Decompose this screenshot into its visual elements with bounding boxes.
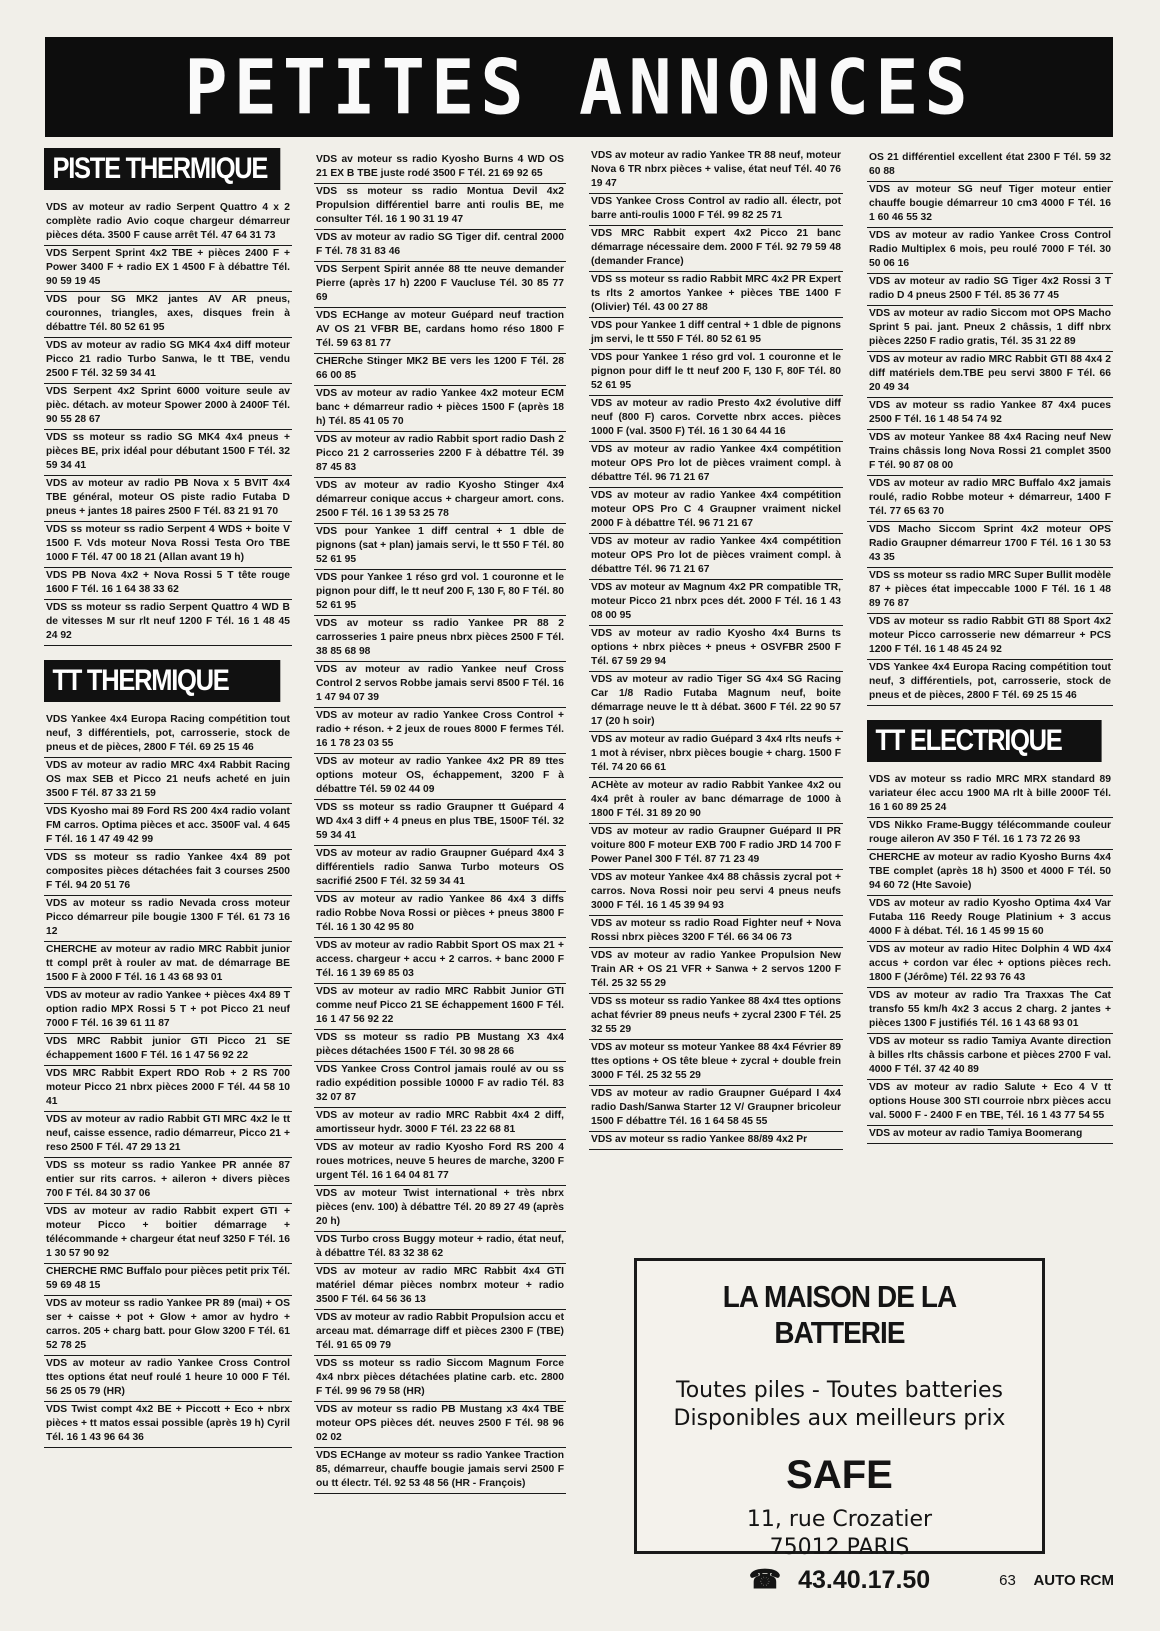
classified-ad: VDS av moteur av radio Yankee 4x2 moteur ECM banc + démarreur radio + pièces 1500 F (après 18 h) Tél. 85 41 05 70: [314, 386, 566, 432]
classified-ad: VDS ss moteur ss radio Yankee 4x4 89 pot composites pièces détachées fait 3 courses 2500 F Tél. 94 20 51 76: [44, 850, 292, 896]
column-2: [314, 152, 566, 1494]
classified-ad: VDS av moteur av radio MRC Rabbit 4x4 GTI matériel démar pièces nombrx moteur + radio 3500 F Tél. 64 56 36 13: [314, 1264, 566, 1310]
classified-ad: VDS pour Yankee 1 diff central + 1 dble de pignons jm servi, le tt 550 F Tél. 80 52 61 95: [589, 318, 843, 350]
classified-ad: VDS ECHange av moteur Guépard neuf traction AV OS 21 VFBR BE, cardans homo réso 1800 F Tél. 59 63 81 77: [314, 308, 566, 354]
classified-ad: VDS av moteur av radio Rabbit expert GTI + moteur Picco + boitier démarrage + télécommande + chargeur état neuf 3250 F Tél. 16 1 30 57 90 92: [44, 1204, 292, 1264]
classified-ad: VDS ss moteur ss radio Yankee 88 4x4 ttes options achat février 89 pneus neufs + zycral 2300 F Tél. 25 32 55 29: [589, 994, 843, 1040]
classified-ad: VDS pour Yankee 1 diff central + 1 dble de pignons (sat + plan) jamais servi, le tt 550 F Tél. 80 52 61 95: [314, 524, 566, 570]
classified-ad: VDS Nikko Frame-Buggy télécommande couleur rouge aileron AV 350 F Tél. 16 1 73 72 26 93: [867, 818, 1113, 850]
classified-ad: VDS av moteur ss radio Road Fighter neuf + Nova Rossi nbrx pièces 3200 F Tél. 66 34 06 73: [589, 916, 843, 948]
classified-ad: VDS av moteur av radio Graupner Guépard I 4x4 radio Dash/Sanwa Starter 12 V/ Graupner bricoleur 1500 F débattre Tél. 16 1 64 58 45 55: [589, 1086, 843, 1132]
classified-ad: VDS ss moteur ss radio Siccom Magnum Force 4x4 nbrx pièces détachées platine carb. etc. 2800 F Tél. 99 96 79 58 (HR): [314, 1356, 566, 1402]
classified-ad: VDS av moteur av radio Yankee + pièces 4x4 89 T option radio MPX Rossi 5 T + pot Picco 21 neuf 7000 F Tél. 16 39 61 11 87: [44, 988, 292, 1034]
classified-ad: VDS av moteur av radio Tamiya Boomerang: [867, 1126, 1113, 1144]
classified-ad: VDS av moteur av radio Salute + Eco 4 V tt options House 300 STI courroie nbrx pièces accu val. 5000 F - 2400 F en TBE, Tél. 16 1 43 77 54 55: [867, 1080, 1113, 1126]
page-number: 63: [999, 1572, 1016, 1589]
classified-ad: VDS Yankee Cross Control jamais roulé av ou ss radio expédition possible 10000 F av radio Tél. 83 32 07 87: [314, 1062, 566, 1108]
classified-ad: VDS av moteur av radio MRC Rabbit GTI 88 4x4 2 diff matériels dem.TBE peu servi 3800 F Tél. 66 20 49 34: [867, 352, 1113, 398]
classified-ad: VDS av moteur av radio MRC Rabbit 4x4 2 diff, amortisseur hydr. 3000 F Tél. 23 22 68 81: [314, 1108, 566, 1140]
classified-ad: VDS av moteur av radio Tiger SG 4x4 SG Racing Car 1/8 Radio Futaba Magnum neuf, boite démarrage neuve le tt à débat. 3600 F Tél. 22 90 57 17 (20 h soir): [589, 672, 843, 732]
classified-ad: VDS av moteur ss radio MRC MRX standard 89 variateur élec accu 1900 MA rlt à bille 2000F Tél. 16 1 60 89 25 24: [867, 772, 1113, 818]
classified-ad: VDS av moteur av radio Hitec Dolphin 4 WD 4x4 accus + cordon var élec + options pièces rech. 1800 F (Jérôme) Tél. 22 93 76 43: [867, 942, 1113, 988]
section-heading: TT THERMIQUE: [44, 660, 280, 702]
classified-ad: VDS av moteur av radio Kyosho Optima 4x4 Var Futaba 116 Reedy Rouge Platinium + 3 accus 4000 F à débat. Tél. 16 1 45 99 15 60: [867, 896, 1113, 942]
page-footer: [999, 1572, 1114, 1589]
classified-ad: VDS av moteur av radio Yankee 4x4 compétition moteur OPS Pro C 4 Graupner vraiment nickel 2000 F à débattre Tél. 96 71 21 67: [589, 488, 843, 534]
classified-ad: OS 21 différentiel excellent état 2300 F Tél. 59 32 60 88: [867, 150, 1113, 182]
classified-ad: VDS Yankee Cross Control av radio all. électr, pot barre anti-roulis 1000 F Tél. 99 82 25 71: [589, 194, 843, 226]
classified-ad: VDS MRC Rabbit junior GTI Picco 21 SE échappement 1600 F Tél. 16 1 47 56 92 22: [44, 1034, 292, 1066]
classified-ad: VDS av moteur av radio MRC 4x4 Rabbit Racing OS max SEB et Picco 21 neufs acheté en juin 3500 F Tél. 87 33 21 59: [44, 758, 292, 804]
classified-ad: VDS ss moteur ss radio SG MK4 4x4 pneus + pièces BE, prix idéal pour débutant 1500 F Tél. 32 59 34 41: [44, 430, 292, 476]
classified-ad: VDS av moteur ss radio Nevada cross moteur Picco démarreur pile bougie 1300 F Tél. 61 73 16 12: [44, 896, 292, 942]
classified-ad: VDS av moteur av radio Kyosho Stinger 4x4 démarreur conique accus + chargeur amort. cons. 2500 F Tél. 16 1 39 53 25 78: [314, 478, 566, 524]
classified-ad: VDS av moteur ss radio Tamiya Avante direction à billes rlts châssis carbone et pièces 2700 F val. 4000 F Tél. 37 42 40 89: [867, 1034, 1113, 1080]
classified-ad: CHERCHE RMC Buffalo pour pièces petit prix Tél. 59 69 48 15: [44, 1264, 292, 1296]
classified-ad: VDS av moteur av radio Rabbit sport radio Dash 2 Picco 21 2 carrosseries 2200 F à débattre Tél. 39 87 45 83: [314, 432, 566, 478]
advert-street: 11, rue Crozatier: [746, 1507, 933, 1532]
column-3: [589, 148, 843, 1150]
classified-ad: CHERCHE av moteur av radio Kyosho Burns 4x4 TBE complet (après 18 h) 3500 et 4000 F Tél. 50 94 60 72 (Hte Savoie): [867, 850, 1113, 896]
classified-ad: VDS av moteur av radio Yankee 4x2 PR 89 ttes options moteur OS, échappement, 3200 F à débattre Tél. 59 02 44 09: [314, 754, 566, 800]
classified-ad: VDS av moteur av radio Kyosho Ford RS 200 4 roues motrices, neuve 5 heures de marche, 3200 F urgent Tél. 16 1 64 04 81 77: [314, 1140, 566, 1186]
classified-ad: VDS ECHange av moteur ss radio Yankee Traction 85, démarreur, chauffe bougie jamais servi 2500 F ou tt électr. Tél. 92 53 48 56 (HR - François): [314, 1448, 566, 1494]
classified-ad: VDS av moteur av radio Yankee Propulsion New Train AR + OS 21 VFR + Sanwa + 2 servos 1200 F Tél. 25 32 55 29: [589, 948, 843, 994]
classified-ad: VDS av moteur av radio Graupner Guépard 4x4 3 différentiels radio Sanwa Turbo moteurs OS sacrifié 2500 F Tél. 32 59 34 41: [314, 846, 566, 892]
classified-ad: VDS ss moteur ss radio Graupner tt Guépard 4 WD 4x4 3 diff + 4 pneus en plus TBE, 1500F Tél. 32 59 34 41: [314, 800, 566, 846]
classified-ad: VDS Turbo cross Buggy moteur + radio, état neuf, à débattre Tél. 83 32 38 62: [314, 1232, 566, 1264]
classified-ad: VDS av moteur av radio Graupner Guépard II PR voiture 800 F moteur EXB 700 F radio JRD 14 700 F Power Panel 300 F Tél. 87 71 23 49: [589, 824, 843, 870]
classified-ad: CHERCHE av moteur av radio MRC Rabbit junior tt compl prêt à rouler av mat. de démarrage BE 1500 F à 2000 F Tél. 16 1 43 68 93 01: [44, 942, 292, 988]
classified-ad: VDS ss moteur ss radio Serpent Quattro 4 WD B de vitesses M sur rlt neuf 1200 F Tél. 16 1 48 45 24 92: [44, 600, 292, 646]
classified-ad: VDS av moteur ss radio Kyosho Burns 4 WD OS 21 EX B TBE juste rodé 3500 F Tél. 21 69 92 65: [314, 152, 566, 184]
advert-tagline-2: Disponibles aux meilleurs prix: [673, 1406, 1006, 1431]
classified-ad: VDS av moteur av radio Yankee Cross Control Radio Multiplex 6 mois, peu roulé 7000 F Tél. 30 50 06 16: [867, 228, 1113, 274]
classified-ad: VDS av moteur av radio SG Tiger dif. central 2000 F Tél. 78 31 83 46: [314, 230, 566, 262]
classified-ad: VDS pour SG MK2 jantes AV AR pneus, couronnes, triangles, axes, disques frein à débattre Tél. 80 52 61 95: [44, 292, 292, 338]
classified-ad: VDS ss moteur ss radio PB Mustang X3 4x4 pièces détachées 1500 F Tél. 30 98 28 66: [314, 1030, 566, 1062]
classified-ad: VDS av moteur ss radio Yankee 88/89 4x2 Pr: [589, 1132, 843, 1150]
classified-ad: VDS ss moteur ss radio Montua Devil 4x2 Propulsion différentiel barre anti roulis BE, me consulter Tél. 16 1 90 31 19 47: [314, 184, 566, 230]
classified-ad: VDS av moteur av radio PB Nova x 5 BVIT 4x4 TBE général, moteur OS piste radio Futaba D pneus + jantes 18 paires 2500 F Tél. 83 21 91 70: [44, 476, 292, 522]
section-heading: PISTE THERMIQUE: [44, 148, 280, 190]
telephone-icon: ☎: [748, 1564, 782, 1594]
classified-ad: VDS Serpent Spirit année 88 tte neuve demander Pierre (après 17 h) 2200 F Vaucluse Tél. 30 85 77 69: [314, 262, 566, 308]
classified-ad: VDS av moteur av radio Rabbit Sport OS max 21 + access. chargeur + accu + 2 carros. + banc 2000 F Tél. 16 1 39 69 85 03: [314, 938, 566, 984]
classified-ad: VDS av moteur av radio Rabbit GTI MRC 4x2 le tt neuf, caisse essence, radio démarreur, Picco 21 + reso 2500 F Tél. 47 29 13 21: [44, 1112, 292, 1158]
advert-title: LA MAISON DE LA BATTERIE: [722, 1279, 957, 1350]
classified-ad: VDS Twist compt 4x2 BE + Piccott + Eco + nbrx pièces + tt matos essai possible (après 19 h) Cyril Tél. 16 1 43 96 64 36: [44, 1402, 292, 1448]
classified-ad: VDS av moteur ss radio Yankee PR 89 (mai) + OS ser + caisse + pot + Glow + amor av hydro + carros. 205 + charg batt. pour Glow 3200 F Tél. 61 52 78 25: [44, 1296, 292, 1356]
classified-ad: VDS ss moteur ss radio MRC Super Bullit modèle 87 + pièces état impeccable 1000 F Tél. 16 1 48 89 76 87: [867, 568, 1113, 614]
classified-ad: VDS PB Nova 4x2 + Nova Rossi 5 T tête rouge 1600 F Tél. 16 1 64 38 33 62: [44, 568, 292, 600]
classified-ad: VDS av moteur av radio Yankee 4x4 compétition moteur OPS Pro lot de pièces vraiment compl. à débattre Tél. 96 71 21 67: [589, 534, 843, 580]
classified-ad: VDS av moteur ss moteur Yankee 88 4x4 Février 89 ttes options + OS tête bleue + zycral + double frein 3000 F Tél. 25 32 55 29: [589, 1040, 843, 1086]
advert-phone-number: 43.40.17.50: [798, 1566, 931, 1594]
classified-ad: VDS av moteur ss radio Yankee PR 88 2 carrosseries 1 paire pneus nbrx pièces 2500 F Tél. 38 85 68 98: [314, 616, 566, 662]
classified-ad: VDS Yankee 4x4 Europa Racing compétition tout neuf, 3 différentiels, pot, carrosserie, stock de pneus et de pièces, 2800 F Tél. 69 25 15 46: [867, 660, 1113, 706]
classified-ad: VDS av moteur av radio Yankee Cross Control ttes options état neuf roulé 1 heure 10 000 F Tél. 56 25 05 79 (HR): [44, 1356, 292, 1402]
classified-ad: VDS Yankee 4x4 Europa Racing compétition tout neuf, 3 différentiels, pot, carrosserie, stock de pneus et de pièces, 2800 F Tél. 69 25 15 46: [44, 712, 292, 758]
classified-ad: VDS av moteur ss radio PB Mustang x3 4x4 TBE moteur OPS pièces dét. neuves 2500 F Tél. 98 96 02 02: [314, 1402, 566, 1448]
classified-ad: VDS av moteur Yankee 88 4x4 Racing neuf New Trains châssis long Nova Rossi 21 complet 3500 F Tél. 90 87 08 00: [867, 430, 1113, 476]
classified-ad: VDS av moteur av radio Yankee TR 88 neuf, moteur Nova 6 TR nbrx pièces + valise, état neuf Tél. 40 76 19 47: [589, 148, 843, 194]
classified-ad: VDS pour Yankee 1 réso grd vol. 1 couronne et le pignon pour diff le tt neuf 200 F, 130 F, 80F Tél. 80 52 61 95: [589, 350, 843, 396]
classified-ad: VDS av moteur av radio Yankee 4x4 compétition moteur OPS Pro lot de pièces vraiment compl. à débattre Tél. 96 71 21 67: [589, 442, 843, 488]
classified-ad: VDS ss moteur ss radio Yankee PR année 87 entier sur rits carros. + aileron + divers pièces 700 F Tél. 84 30 37 06: [44, 1158, 292, 1204]
classified-ad: VDS av moteur SG neuf Tiger moteur entier chauffe bougie démarreur 10 cm3 4000 F Tél. 16 1 60 46 55 32: [867, 182, 1113, 228]
classified-ad: VDS av moteur Yankee 4x4 88 châssis zycral pot + carros. Nova Rossi noir peu servi 4 pneus neufs 3000 F Tél. 16 1 45 39 94 93: [589, 870, 843, 916]
classified-ad: VDS av moteur av radio Yankee neuf Cross Control 2 servos Robbe jamais servi 8500 F Tél. 16 1 47 94 07 39: [314, 662, 566, 708]
advert-tagline-1: Toutes piles - Toutes batteries: [676, 1378, 1003, 1403]
classified-ad: VDS av moteur av radio Tra Traxxas The Cat transfo 55 km/h 4x2 3 accus 2 charg. 2 jantes + pièces 1300 F justifiés Tél. 16 1 43 68 93 01: [867, 988, 1113, 1034]
classified-ad: VDS av moteur av radio MRC Buffalo 4x2 jamais roulé, radio Robbe moteur + démarreur, 1400 F Tél. 77 65 63 70: [867, 476, 1113, 522]
column-1: [44, 148, 292, 1448]
classified-ad: VDS Serpent Sprint 4x2 TBE + pièces 2400 F + Power 3400 F + radio EX 1 4500 F à débattre Tél. 90 59 19 45: [44, 246, 292, 292]
classified-ad: VDS ss moteur ss radio Rabbit MRC 4x2 PR Expert ts rlts 2 amortos Yankee + pièces TBE 1400 F (Olivier) Tél. 43 00 27 88: [589, 272, 843, 318]
classified-ad: VDS pour Yankee 1 réso grd vol. 1 couronne et le pignon pour diff, le tt neuf 200 F, 130 F, 80 F Tél. 80 52 61 95: [314, 570, 566, 616]
classified-ad: ACHète av moteur av radio Rabbit Yankee 4x2 ou 4x4 prêt à rouler av banc démarrage de 1000 à 1800 F Tél. 31 89 20 90: [589, 778, 843, 824]
page-title: PETITES ANNONCES: [184, 42, 974, 132]
classified-ad: VDS av moteur ss radio Rabbit GTI 88 Sport 4x2 moteur Picco carrosserie new démarreur + PCS 1200 F Tél. 16 1 48 45 24 92: [867, 614, 1113, 660]
classified-ad: VDS MRC Rabbit Expert RDO Rob + 2 RS 700 moteur Picco 21 nbrx pièces 2000 F Tél. 44 58 10 41: [44, 1066, 292, 1112]
classified-ad: VDS av moteur ss radio Yankee 87 4x4 puces 2500 F Tél. 16 1 48 54 74 92: [867, 398, 1113, 430]
advert-brand: SAFE: [786, 1453, 893, 1497]
classified-ad: VDS av moteur av radio MRC Rabbit Junior GTI comme neuf Picco 21 SE échappement 1600 F Tél. 16 1 47 56 92 22: [314, 984, 566, 1030]
classified-ad: VDS av moteur av radio Guépard 3 4x4 rlts neufs + 1 mot à réviser, nbrx pièces bougie + charg. 1500 F Tél. 74 20 66 61: [589, 732, 843, 778]
classified-ad: VDS av moteur av radio Yankee 86 4x4 3 diffs radio Robbe Nova Rossi or pièces + pneus 3800 F Tél. 16 1 30 42 95 80: [314, 892, 566, 938]
classified-ad: VDS av moteur av radio Kyosho 4x4 Burns ts options + nbrx pièces + pneus + OSVFBR 2500 F Tél. 67 59 29 94: [589, 626, 843, 672]
column-4: [867, 150, 1113, 1144]
classified-ad: VDS av moteur av radio Yankee Cross Control + radio + réson. + 2 jeux de roues 8000 F fermes Tél. 16 1 78 23 03 55: [314, 708, 566, 754]
advert-city: 75012 PARIS: [769, 1535, 910, 1560]
section-heading: TT ELECTRIQUE: [867, 720, 1101, 762]
classified-ad: VDS av moteur av radio Siccom mot OPS Macho Sprint 5 pai. jant. Pneux 2 châssis, 1 diff nbrx pièces 2250 F radio gratis, Tél. 35 31 22 89: [867, 306, 1113, 352]
classified-ad: VDS Serpent 4x2 Sprint 6000 voiture seule av pièc. détach. av moteur Spower 2000 à 2400F Tél. 90 55 28 67: [44, 384, 292, 430]
magazine-name: AUTO RCM: [1033, 1572, 1114, 1589]
classified-ad: VDS av moteur Twist international + très nbrx pièces (env. 100) à débattre Tél. 20 89 27 49 (après 20 h): [314, 1186, 566, 1232]
classified-ad: VDS Kyosho mai 89 Ford RS 200 4x4 radio volant FM carros. Optima pièces et acc. 3500F val. 4 645 F Tél. 16 1 47 49 42 99: [44, 804, 292, 850]
classified-ad: VDS av moteur av radio SG MK4 4x4 diff moteur Picco 21 radio Turbo Sanwa, le tt TBE, vendu 2500 F Tél. 32 59 34 41: [44, 338, 292, 384]
classified-ad: VDS MRC Rabbit expert 4x2 Picco 21 banc démarrage nécessaire dem. 2000 F Tél. 92 79 59 48 (demander France): [589, 226, 843, 272]
classified-ad: CHERche Stinger MK2 BE vers les 1200 F Tél. 28 66 00 85: [314, 354, 566, 386]
classified-ad: VDS av moteur av radio Rabbit Propulsion accu et arceau mat. démarrage diff et pièces 2300 F (TBE) Tél. 91 65 09 79: [314, 1310, 566, 1356]
classified-ad: VDS av moteur av radio Presto 4x2 évolutive diff neuf (800 F) caros. Corvette nbrx acces. pièces 1000 F (val. 3500 F) Tél. 16 1 30 64 44 16: [589, 396, 843, 442]
classified-ad: VDS av moteur av Magnum 4x2 PR compatible TR, moteur Picco 21 nbrx pces dét. 2000 F Tél. 16 1 43 08 00 95: [589, 580, 843, 626]
classified-ad: VDS av moteur av radio SG Tiger 4x2 Rossi 3 T radio D 4 pneus 2500 F Tél. 85 36 77 45: [867, 274, 1113, 306]
classified-ad: VDS ss moteur ss radio Serpent 4 WDS + boite V 1500 F. Vds moteur Nova Rossi Testa Oro TBE 1000 F Tél. 47 00 18 21 (Allan avant 19 h): [44, 522, 292, 568]
masthead: [45, 37, 1113, 137]
advert-phone: [637, 1564, 1042, 1595]
classified-ad: VDS Macho Siccom Sprint 4x2 moteur OPS Radio Graupner démarreur 1700 F Tél. 16 1 30 53 43 35: [867, 522, 1113, 568]
classified-ad: VDS av moteur av radio Serpent Quattro 4 x 2 complète radio Avio coque chargeur démarreur pièces déta. 3500 F cause arrêt Tél. 47 64 31 73: [44, 200, 292, 246]
